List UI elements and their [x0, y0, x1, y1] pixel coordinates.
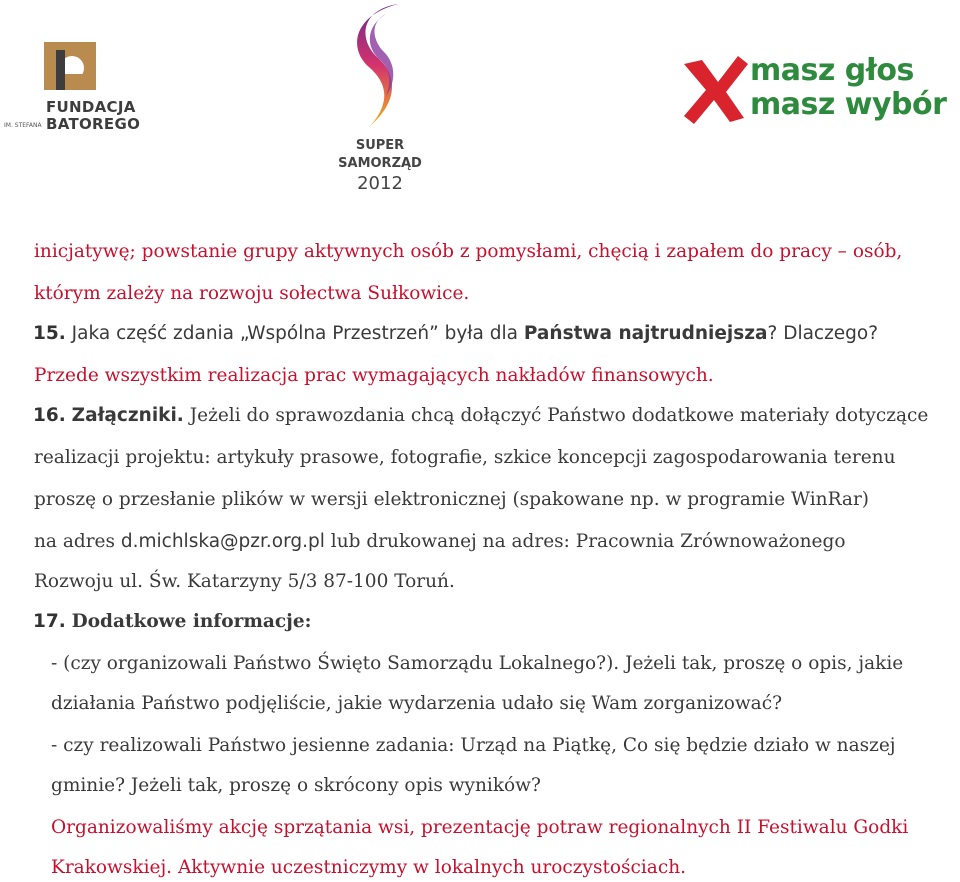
fundacja-logo-mark [44, 42, 96, 90]
masz-glos-line1: masz głos [750, 53, 914, 88]
answer-text: Przede wszystkim realizacja prac wymagających nakładów finansowych. [34, 365, 714, 386]
masz-glos-line2: masz wybór [750, 87, 947, 122]
question-number: 17. [33, 611, 66, 632]
paragraph-text: - (czy organizowali Państwo Święto Samorządu Lokalnego?). Jeżeli tak, proszę o opis, jakie [51, 653, 904, 674]
email-link[interactable]: d.michlska@pzr.org.pl [120, 531, 325, 552]
paragraph-line [34, 445, 896, 471]
paragraph-text: realizacji projektu: artykuły prasowe, fotografie, szkice koncepcji zagospodarowania terenu [34, 447, 896, 468]
question-text: Jaka część zdania „Wspólna Przestrzeń” była dla [71, 323, 524, 344]
paragraph-line [51, 773, 541, 799]
paragraph-line [34, 569, 455, 595]
paragraph-line [34, 487, 869, 513]
question-number: 16. [33, 405, 66, 426]
answer-text: Organizowaliśmy akcję sprzątania wsi, prezentację potraw regionalnych II Festiwalu Godki [51, 817, 909, 838]
paragraph-text: proszę o przesłanie plików w wersji elektronicznej (spakowane np. w programie WinRar) [34, 489, 870, 510]
question-16 [33, 403, 928, 429]
paragraph-text: którym zależy na rozwoju sołectwa Sułkowice. [34, 283, 470, 304]
super-samorzad-line2: SAMORZĄD [338, 156, 422, 171]
question-number: 15. [33, 323, 66, 344]
paragraph-line [51, 733, 896, 759]
paragraph-text: działania Państwo podjęliście, jakie wydarzenia udało się Wam zorganizować? [51, 693, 782, 714]
question-text-bold: Państwa najtrudniejsza [523, 323, 768, 344]
super-samorzad-line1: SUPER [355, 138, 405, 153]
question-15 [33, 321, 878, 347]
masz-glos-logo [678, 50, 958, 130]
fundacja-small-text: IM. STEFANA [4, 122, 42, 129]
super-samorzad-year: 2012 [357, 173, 403, 194]
paragraph-text: Rozwoju ul. Św. Katarzyny 5/3 87-100 Toruń. [34, 571, 455, 592]
paragraph-text: - czy realizowali Państwo jesienne zadania: Urząd na Piątkę, Co się będzie działo w naszej [51, 735, 896, 756]
paragraph-text: gminie? Jeżeli tak, proszę o skrócony opis wyników? [51, 775, 541, 796]
super-samorzad-swirl-icon [330, 0, 430, 130]
super-samorzad-logo [330, 0, 430, 200]
answer-17 [51, 815, 908, 841]
paragraph-text: inicjatywę; powstanie grupy aktywnych osób z pomysłami, chęcią i zapałem do pracy – osób, [34, 241, 903, 262]
fundacja-name-line2: BATOREGO [46, 115, 141, 133]
answer-17 [51, 855, 686, 881]
fundacja-name-line1: FUNDACJA [46, 98, 136, 116]
answer-15 [34, 363, 714, 389]
ballot-x-icon [680, 54, 750, 124]
question-title: Dodatkowe informacje: [71, 611, 312, 632]
question-title: Załączniki. [71, 405, 184, 426]
paragraph-line [34, 239, 956, 265]
question-17 [33, 609, 311, 635]
paragraph-line [34, 281, 469, 307]
paragraph-line [51, 691, 782, 717]
paragraph-line [51, 651, 903, 677]
paragraph-text: na adres [34, 531, 121, 552]
answer-text: Krakowskiej. Aktywnie uczestniczymy w lokalnych uroczystościach. [51, 857, 686, 878]
fundacja-batorego-logo [4, 40, 141, 135]
paragraph-text: lub drukowanej na adres: Pracownia Zrównoważonego [324, 531, 846, 552]
paragraph-line [34, 529, 845, 555]
question-text: Jeżeli do sprawozdania chcą dołączyć Państwo dodatkowe materiały dotyczące [189, 405, 929, 426]
fundacja-emblem-icon [44, 42, 96, 90]
question-text: ? Dlaczego? [767, 323, 879, 344]
